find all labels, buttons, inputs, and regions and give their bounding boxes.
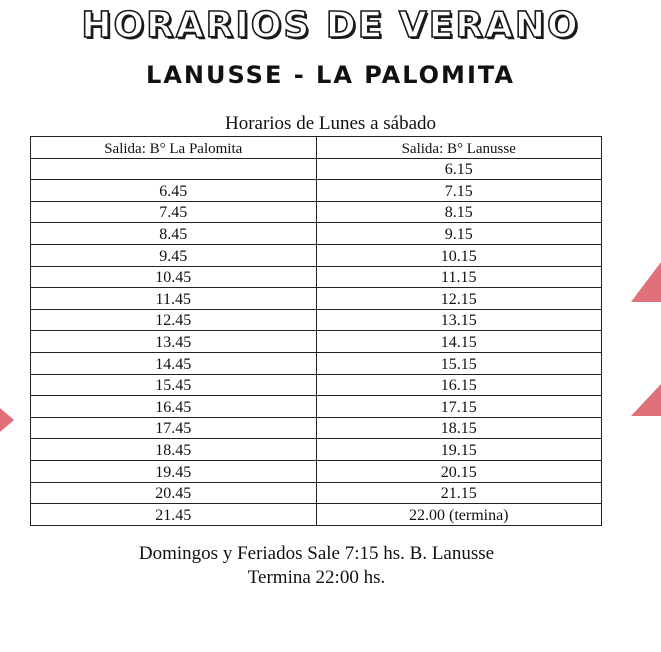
schedule-table-header [31,137,602,159]
table-row [31,352,602,374]
departure-lanusse-cell: 17.15 [316,396,602,418]
column-header-lanusse: Salida: B° Lanusse [316,137,602,159]
departure-lanusse-cell: 19.15 [316,439,602,461]
departure-lanusse-cell: 7.15 [316,180,602,202]
table-row [31,180,602,202]
table-row [31,288,602,310]
column-header-la-palomita: Salida: B° La Palomita [31,137,317,159]
table-row [31,482,602,504]
departure-lanusse-cell: 11.15 [316,266,602,288]
departure-la-palomita-cell: 14.45 [31,352,317,374]
departure-la-palomita-cell [31,158,317,180]
departure-lanusse-cell: 14.15 [316,331,602,353]
sunday-holiday-note [0,542,633,590]
table-row [31,266,602,288]
departure-la-palomita-cell: 7.45 [31,201,317,223]
sunday-holiday-line: Domingos y Feriados Sale 7:15 hs. B. Lanusse [138,543,495,564]
schedule-table-body [31,158,602,525]
departure-la-palomita-cell: 11.45 [31,288,317,310]
departure-lanusse-cell: 13.15 [316,309,602,331]
departure-lanusse-cell: 16.15 [316,374,602,396]
table-row [31,374,602,396]
departure-lanusse-cell: 20.15 [316,460,602,482]
decorative-triangle-right-top [631,262,661,302]
departure-la-palomita-cell: 13.45 [31,331,317,353]
departure-la-palomita-cell: 16.45 [31,396,317,418]
header-row [31,137,602,159]
departure-la-palomita-cell: 19.45 [31,460,317,482]
decorative-triangle-left [0,408,14,432]
departure-la-palomita-cell: 9.45 [31,244,317,266]
table-row [31,417,602,439]
departure-lanusse-cell: 12.15 [316,288,602,310]
sunday-holiday-end-line: Termina 22:00 hs. [247,567,386,588]
departure-lanusse-cell: 18.15 [316,417,602,439]
departure-la-palomita-cell: 15.45 [31,374,317,396]
schedule-table [30,136,602,526]
table-row [31,309,602,331]
departure-lanusse-cell: 8.15 [316,201,602,223]
table-row [31,244,602,266]
table-row [31,396,602,418]
departure-lanusse-cell: 22.00 (termina) [316,504,602,526]
page-title: HORARIOS DE VERANO [81,5,580,46]
departure-la-palomita-cell: 6.45 [31,180,317,202]
departure-la-palomita-cell: 21.45 [31,504,317,526]
departure-la-palomita-cell: 10.45 [31,266,317,288]
table-row [31,460,602,482]
table-row [31,223,602,245]
departure-lanusse-cell: 6.15 [316,158,602,180]
departure-la-palomita-cell: 8.45 [31,223,317,245]
departure-lanusse-cell: 21.15 [316,482,602,504]
schedule-caption: Horarios de Lunes a sábado [224,113,437,134]
table-row [31,504,602,526]
departure-la-palomita-cell: 18.45 [31,439,317,461]
route-subtitle: LANUSSE - LA PALOMITA [146,61,515,89]
departure-la-palomita-cell: 17.45 [31,417,317,439]
table-row [31,158,602,180]
departure-lanusse-cell: 9.15 [316,223,602,245]
decorative-triangle-right-bottom [631,384,661,416]
table-row [31,331,602,353]
departure-lanusse-cell: 15.15 [316,352,602,374]
departure-lanusse-cell: 10.15 [316,244,602,266]
departure-la-palomita-cell: 12.45 [31,309,317,331]
departure-la-palomita-cell: 20.45 [31,482,317,504]
table-row [31,201,602,223]
table-row [31,439,602,461]
